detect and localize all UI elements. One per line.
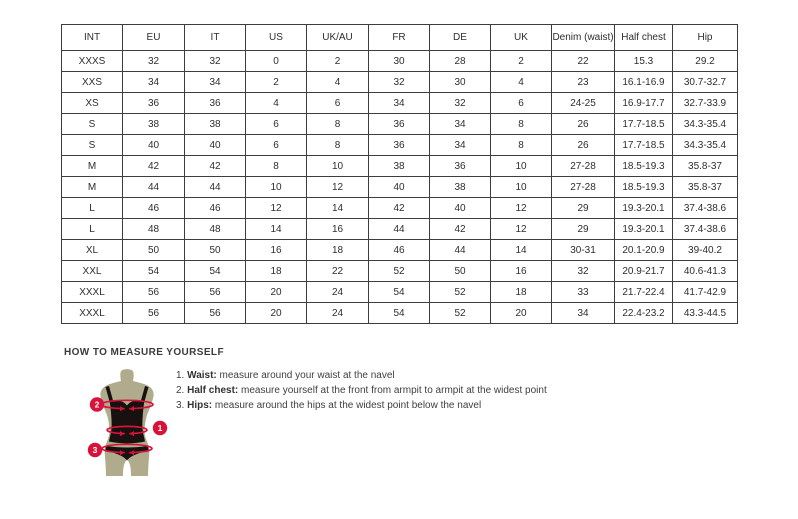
size-cell: 16 <box>246 240 307 261</box>
size-cell: 54 <box>185 261 246 282</box>
size-cell: 10 <box>491 156 552 177</box>
size-cell: 16 <box>491 261 552 282</box>
size-row <box>62 282 738 303</box>
step-term: Waist: <box>187 370 217 381</box>
size-cell: 22 <box>552 51 615 72</box>
size-cell: 50 <box>185 240 246 261</box>
size-cell: 52 <box>430 282 491 303</box>
step-term: Half chest: <box>187 385 239 396</box>
size-cell: 37.4-38.6 <box>673 198 738 219</box>
size-cell: 17.7-18.5 <box>615 114 673 135</box>
size-cell: 34 <box>430 135 491 156</box>
size-cell: 34.3-35.4 <box>673 114 738 135</box>
size-cell: 8 <box>307 114 369 135</box>
size-cell: 46 <box>123 198 185 219</box>
size-cell: 2 <box>246 72 307 93</box>
size-cell: 6 <box>307 93 369 114</box>
size-cell: 26 <box>552 135 615 156</box>
size-row <box>62 177 738 198</box>
size-cell: 8 <box>491 114 552 135</box>
size-cell: 24 <box>307 282 369 303</box>
column-header: INT <box>62 25 123 51</box>
size-cell: 40 <box>430 198 491 219</box>
size-cell: S <box>62 135 123 156</box>
hips-badge <box>88 443 102 457</box>
camisole-bodice <box>109 401 145 444</box>
size-cell: 29.2 <box>673 51 738 72</box>
size-cell: 42 <box>430 219 491 240</box>
size-cell: 6 <box>246 135 307 156</box>
size-chart-header <box>62 25 738 51</box>
size-cell: 21.7-22.4 <box>615 282 673 303</box>
size-cell: 46 <box>185 198 246 219</box>
size-cell: 54 <box>369 303 430 324</box>
size-cell: 0 <box>246 51 307 72</box>
size-cell: 42 <box>185 156 246 177</box>
size-cell: 50 <box>430 261 491 282</box>
size-cell: 32 <box>552 261 615 282</box>
size-cell: 20 <box>246 303 307 324</box>
size-cell: 37.4-38.6 <box>673 219 738 240</box>
column-header: Hip <box>673 25 738 51</box>
size-cell: 34 <box>369 93 430 114</box>
size-cell: 8 <box>491 135 552 156</box>
column-header: UK/AU <box>307 25 369 51</box>
size-cell: 6 <box>491 93 552 114</box>
size-cell: 20 <box>246 282 307 303</box>
size-cell: 15.3 <box>615 51 673 72</box>
waist-badge <box>153 421 167 435</box>
mannequin-illustration <box>82 366 182 478</box>
size-cell: L <box>62 198 123 219</box>
size-cell: 30 <box>430 72 491 93</box>
column-header: FR <box>369 25 430 51</box>
size-cell: 6 <box>246 114 307 135</box>
size-cell: 10 <box>491 177 552 198</box>
size-cell: L <box>62 219 123 240</box>
step-number: 2. <box>176 385 188 396</box>
chest-badge-number: 2 <box>94 399 100 410</box>
column-header: UK <box>491 25 552 51</box>
size-cell: 46 <box>369 240 430 261</box>
column-header: Denim (waist) <box>552 25 615 51</box>
size-cell: XXS <box>62 72 123 93</box>
step-description: measure around the hips at the widest point below the navel <box>212 400 482 411</box>
size-cell: 32 <box>369 72 430 93</box>
size-cell: 34 <box>552 303 615 324</box>
size-cell: 12 <box>246 198 307 219</box>
size-cell: 24 <box>307 303 369 324</box>
size-row <box>62 240 738 261</box>
size-cell: 22 <box>307 261 369 282</box>
size-cell: 48 <box>185 219 246 240</box>
size-cell: 40 <box>185 135 246 156</box>
size-cell: 27-28 <box>552 177 615 198</box>
size-cell: 18.5-19.3 <box>615 156 673 177</box>
size-cell: 38 <box>369 156 430 177</box>
size-cell: 44 <box>369 219 430 240</box>
size-cell: 14 <box>307 198 369 219</box>
size-cell: 29 <box>552 219 615 240</box>
size-cell: S <box>62 114 123 135</box>
size-cell: 35.8-37 <box>673 156 738 177</box>
size-cell: 17.7-18.5 <box>615 135 673 156</box>
size-cell: 40 <box>369 177 430 198</box>
size-chart-body <box>62 51 738 324</box>
size-cell: 23 <box>552 72 615 93</box>
size-cell: 16.1-16.9 <box>615 72 673 93</box>
size-cell: 18 <box>307 240 369 261</box>
size-cell: 41.7-42.9 <box>673 282 738 303</box>
size-cell: XXL <box>62 261 123 282</box>
size-cell: 44 <box>430 240 491 261</box>
step-term: Hips: <box>187 400 213 411</box>
size-cell: 42 <box>369 198 430 219</box>
size-cell: 38 <box>123 114 185 135</box>
size-cell: 36 <box>369 114 430 135</box>
size-cell: 34 <box>123 72 185 93</box>
size-row <box>62 261 738 282</box>
size-cell: 56 <box>123 303 185 324</box>
size-row <box>62 51 738 72</box>
measure-step <box>176 368 547 383</box>
size-cell: M <box>62 177 123 198</box>
size-cell: 18 <box>491 282 552 303</box>
size-cell: 54 <box>123 261 185 282</box>
size-cell: XXXS <box>62 51 123 72</box>
size-row <box>62 156 738 177</box>
size-cell: 16.9-17.7 <box>615 93 673 114</box>
measure-steps <box>176 368 547 413</box>
column-header: Half chest <box>615 25 673 51</box>
step-number: 3. <box>176 400 188 411</box>
step-number: 1. <box>176 370 188 381</box>
size-cell: 36 <box>430 156 491 177</box>
measurement-figure <box>82 366 182 478</box>
size-cell: 30.7-32.7 <box>673 72 738 93</box>
column-header: DE <box>430 25 491 51</box>
size-cell: 32 <box>185 51 246 72</box>
size-cell: 44 <box>185 177 246 198</box>
size-cell: 20.1-20.9 <box>615 240 673 261</box>
size-cell: 35.8-37 <box>673 177 738 198</box>
column-header: US <box>246 25 307 51</box>
size-row <box>62 219 738 240</box>
size-cell: 43.3-44.5 <box>673 303 738 324</box>
size-cell: 33 <box>552 282 615 303</box>
waist-badge-number: 1 <box>157 423 163 433</box>
size-cell: 4 <box>491 72 552 93</box>
size-cell: 32 <box>430 93 491 114</box>
size-cell: 50 <box>123 240 185 261</box>
size-cell: 56 <box>185 303 246 324</box>
size-cell: 34 <box>430 114 491 135</box>
size-cell: 36 <box>369 135 430 156</box>
size-cell: 4 <box>246 93 307 114</box>
size-cell: 39-40.2 <box>673 240 738 261</box>
size-cell: 29 <box>552 198 615 219</box>
size-row <box>62 198 738 219</box>
size-cell: 14 <box>491 240 552 261</box>
size-cell: 32.7-33.9 <box>673 93 738 114</box>
size-row <box>62 135 738 156</box>
size-cell: 18.5-19.3 <box>615 177 673 198</box>
size-cell: 16 <box>307 219 369 240</box>
size-cell: 4 <box>307 72 369 93</box>
size-cell: 52 <box>369 261 430 282</box>
size-cell: 12 <box>491 219 552 240</box>
size-cell: 19.3-20.1 <box>615 219 673 240</box>
size-cell: 2 <box>307 51 369 72</box>
size-cell: 30-31 <box>552 240 615 261</box>
size-cell: 10 <box>246 177 307 198</box>
measure-step <box>176 398 547 413</box>
hips-badge-number: 3 <box>92 445 98 455</box>
size-cell: 18 <box>246 261 307 282</box>
size-cell: 8 <box>307 135 369 156</box>
size-cell: 30 <box>369 51 430 72</box>
size-cell: 12 <box>307 177 369 198</box>
size-chart-table <box>61 24 738 324</box>
size-cell: XXXL <box>62 282 123 303</box>
size-cell: 22.4-23.2 <box>615 303 673 324</box>
size-cell: 14 <box>246 219 307 240</box>
size-cell: 12 <box>491 198 552 219</box>
size-cell: 34.3-35.4 <box>673 135 738 156</box>
size-cell: 24-25 <box>552 93 615 114</box>
column-header: IT <box>185 25 246 51</box>
size-cell: 40 <box>123 135 185 156</box>
size-cell: M <box>62 156 123 177</box>
size-cell: 26 <box>552 114 615 135</box>
step-description: measure yourself at the front from armpit to armpit at the widest point <box>238 385 547 396</box>
size-cell: XS <box>62 93 123 114</box>
size-cell: 19.3-20.1 <box>615 198 673 219</box>
measure-step <box>176 383 547 398</box>
size-cell: 36 <box>185 93 246 114</box>
size-cell: 8 <box>246 156 307 177</box>
size-row <box>62 72 738 93</box>
chest-badge <box>90 397 104 411</box>
size-cell: 48 <box>123 219 185 240</box>
header-row <box>62 25 738 51</box>
size-cell: 2 <box>491 51 552 72</box>
size-cell: XL <box>62 240 123 261</box>
size-cell: 42 <box>123 156 185 177</box>
column-header: EU <box>123 25 185 51</box>
size-cell: 56 <box>185 282 246 303</box>
size-cell: 10 <box>307 156 369 177</box>
size-cell: 27-28 <box>552 156 615 177</box>
size-cell: 40.6-41.3 <box>673 261 738 282</box>
size-cell: 38 <box>430 177 491 198</box>
size-row <box>62 114 738 135</box>
size-cell: 28 <box>430 51 491 72</box>
size-cell: 32 <box>123 51 185 72</box>
size-row <box>62 303 738 324</box>
size-cell: 36 <box>123 93 185 114</box>
size-cell: 20.9-21.7 <box>615 261 673 282</box>
size-cell: 52 <box>430 303 491 324</box>
step-description: measure around your waist at the navel <box>216 370 395 381</box>
size-cell: 56 <box>123 282 185 303</box>
size-cell: 38 <box>185 114 246 135</box>
size-cell: XXXL <box>62 303 123 324</box>
size-cell: 54 <box>369 282 430 303</box>
size-cell: 34 <box>185 72 246 93</box>
size-cell: 20 <box>491 303 552 324</box>
how-to-measure-title: HOW TO MEASURE YOURSELF <box>64 347 224 358</box>
size-row <box>62 93 738 114</box>
size-cell: 44 <box>123 177 185 198</box>
